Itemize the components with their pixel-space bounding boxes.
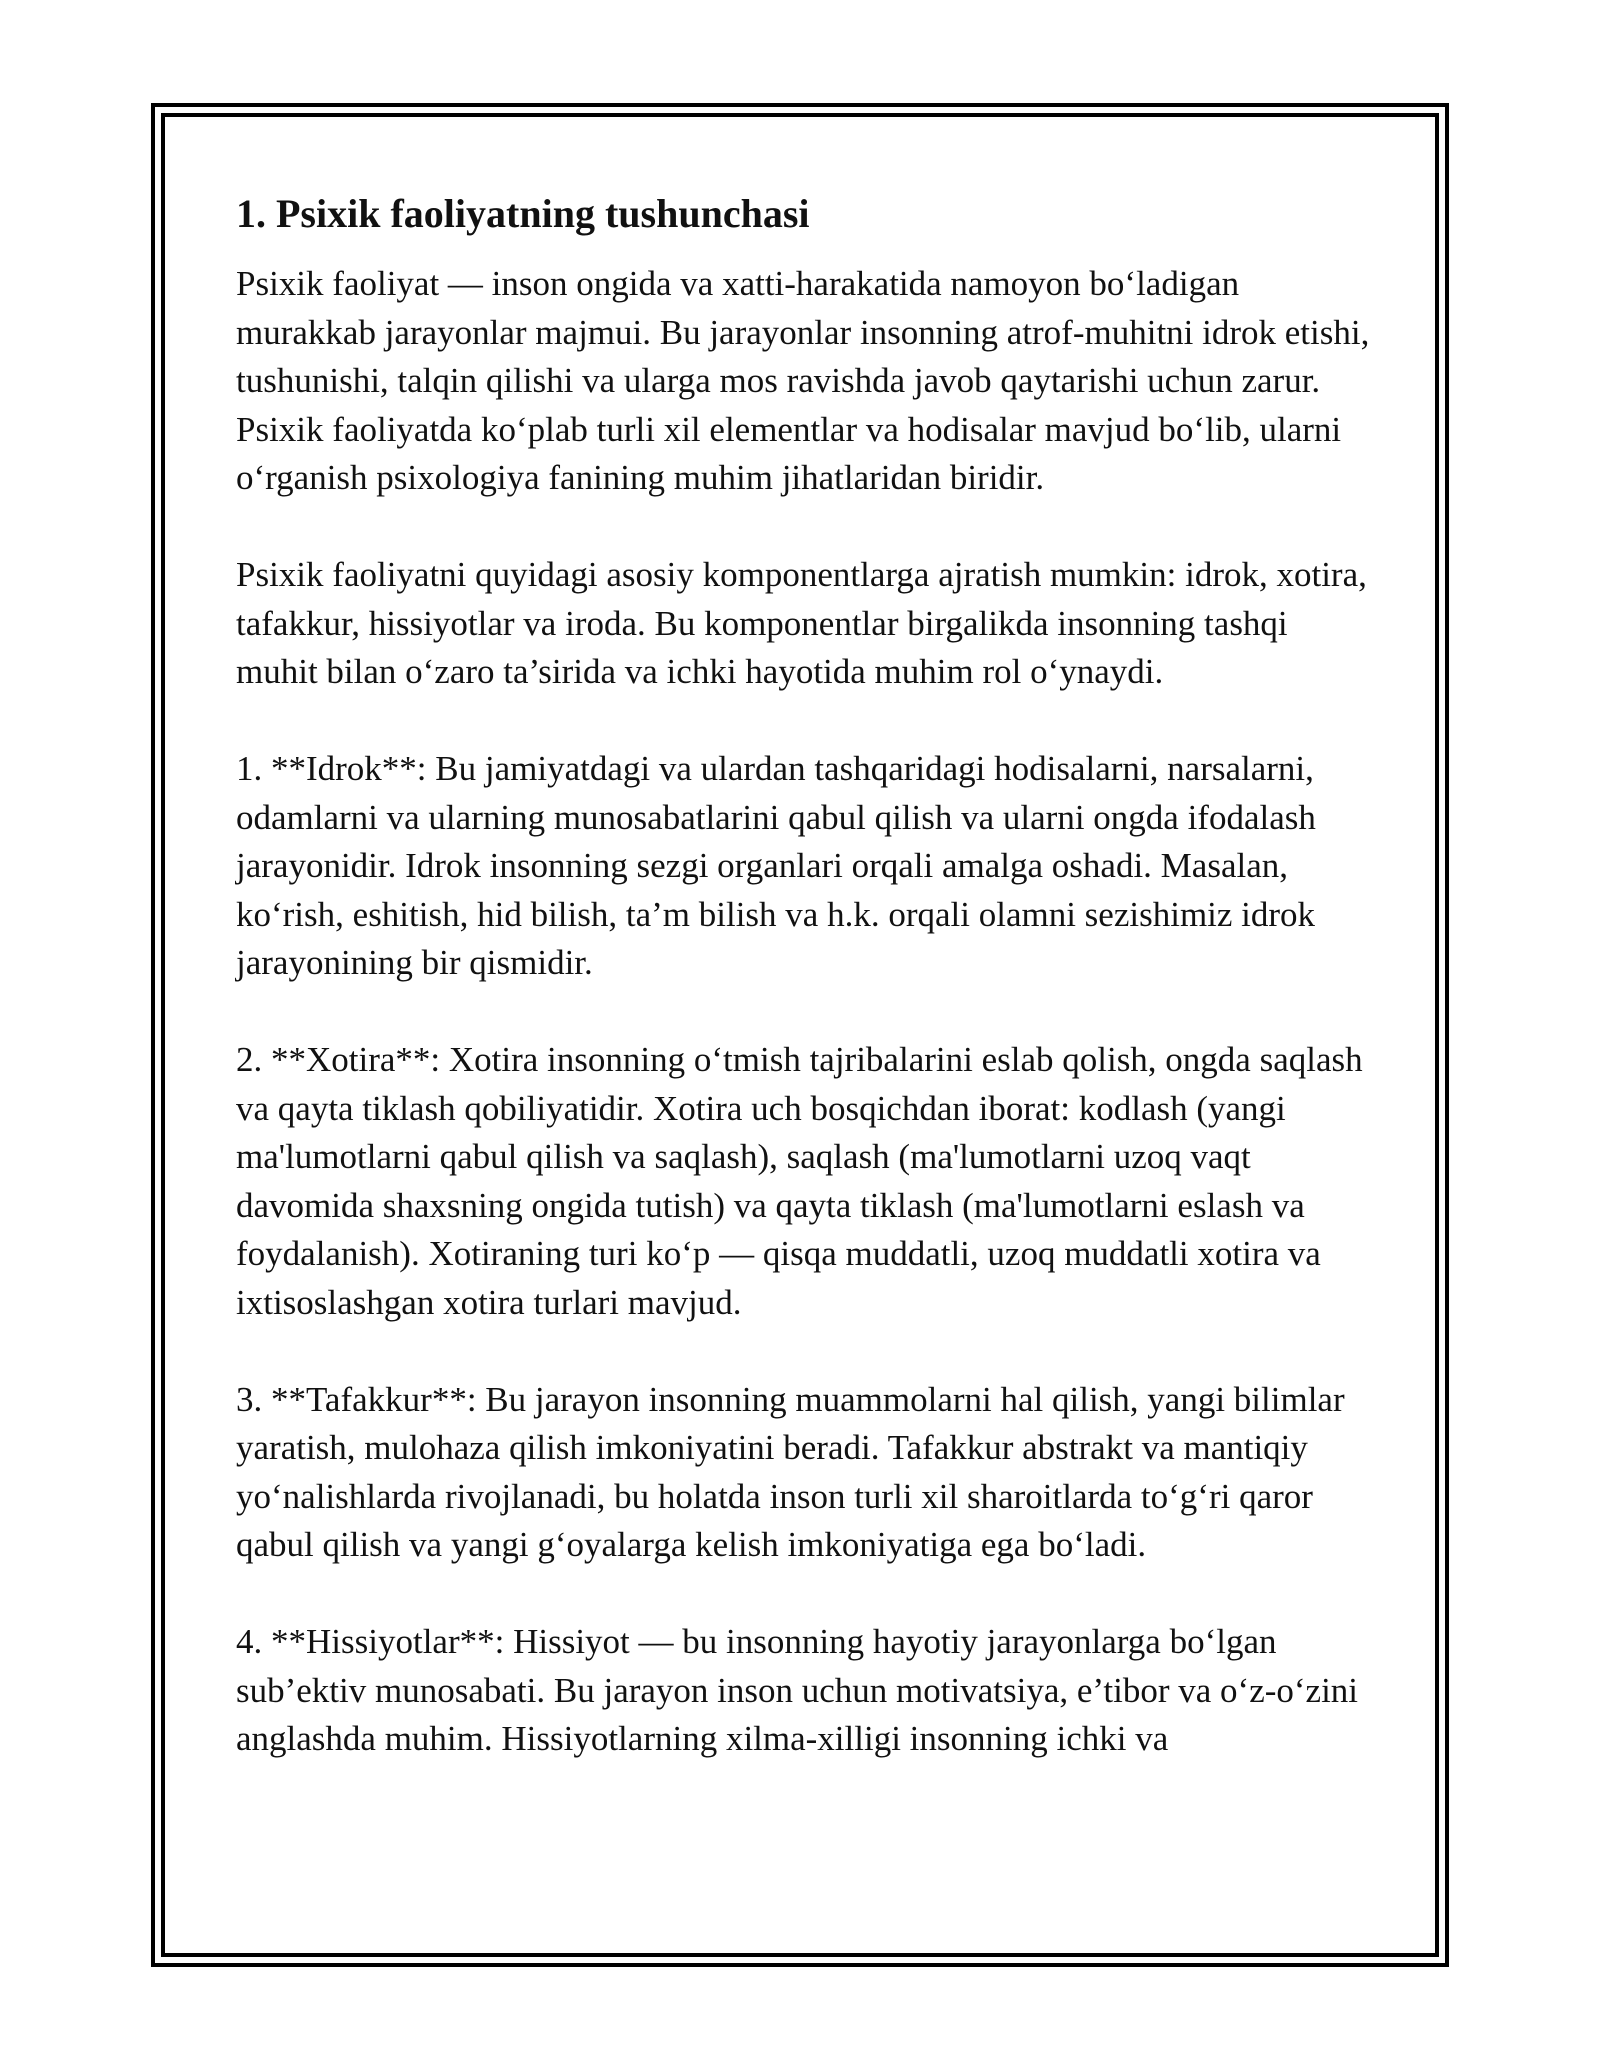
paragraph-xotira: 2. **Xotira**: Xotira insonning o‘tmish tajribalarini eslab qolish, ongda saqlash va qayta tiklash qobiliyatidir. Xotira uch bosqichdan iborat: kodlash (yangi ma'lumotlarni qabul qilish va saqlash), saqlash (ma'lumotlarni uzoq vaqt davomida shaxsning ongida tutish) va qayta tiklash (ma'lumotlarni eslash va foydalanish). Xotiraning turi ko‘p — qisqa muddatli, uzoq muddatli xotira va ixtisoslashgan xotira turlari mavjud.	[236, 1040, 1363, 1322]
paragraph-intro: Psixik faoliyat — inson ongida va xatti-harakatida namoyon bo‘ladigan murakkab jarayonlar majmui. Bu jarayonlar insonning atrof-muhitni idrok etishi, tushunishi, talqin qilishi va ularga mos ravishda javob qaytarishi uchun zarur. Psixik faoliyatda ko‘plab turli xil elementlar va hodisalar mavjud bo‘lib, ularni o‘rganish psixologiya fanining muhim jihatlaridan biridir.	[236, 264, 1370, 497]
paragraph-hissiyotlar: 4. **Hissiyotlar**: Hissiyot — bu insonning hayotiy jarayonlarga bo‘lgan sub’ektiv munosabati. Bu jarayon inson uchun motivatsiya, e’tibor va o‘z-o‘zini anglashda muhim. Hissiyotlarning xilma-xilligi insonning ichki va	[236, 1622, 1359, 1758]
section-heading: 1. Psixik faoliyatning tushunchasi	[236, 191, 810, 236]
paragraph-idrok: 1. **Idrok**: Bu jamiyatdagi va ulardan tashqaridagi hodisalarni, narsalarni, odamlarni va ularning munosabatlarini qabul qilish va ularni ongda ifodalash jarayonidir. Idrok insonning sezgi organlari orqali amalga oshadi. Masalan, ko‘rish, eshitish, hid bilish, ta’m bilish va h.k. orqali olamni sezishimiz idrok jarayonining bir qismidir.	[236, 749, 1316, 982]
paragraph-components: Psixik faoliyatni quyidagi asosiy komponentlarga ajratish mumkin: idrok, xotira, tafakkur, hissiyotlar va iroda. Bu komponentlar birgalikda insonning tashqi muhit bilan o‘zaro ta’sirida va ichki hayotida muhim rol o‘ynaydi.	[236, 555, 1367, 691]
paragraph-tafakkur: 3. **Tafakkur**: Bu jarayon insonning muammolarni hal qilish, yangi bilimlar yaratish, mulohaza qilish imkoniyatini beradi. Tafakkur abstrakt va mantiqiy yo‘nalishlarda rivojlanadi, bu holatda inson turli xil sharoitlarda to‘g‘ri qaror qabul qilish va yangi g‘oyalarga kelish imkoniyatiga ega bo‘ladi.	[236, 1379, 1345, 1564]
document-body	[236, 190, 1376, 1812]
